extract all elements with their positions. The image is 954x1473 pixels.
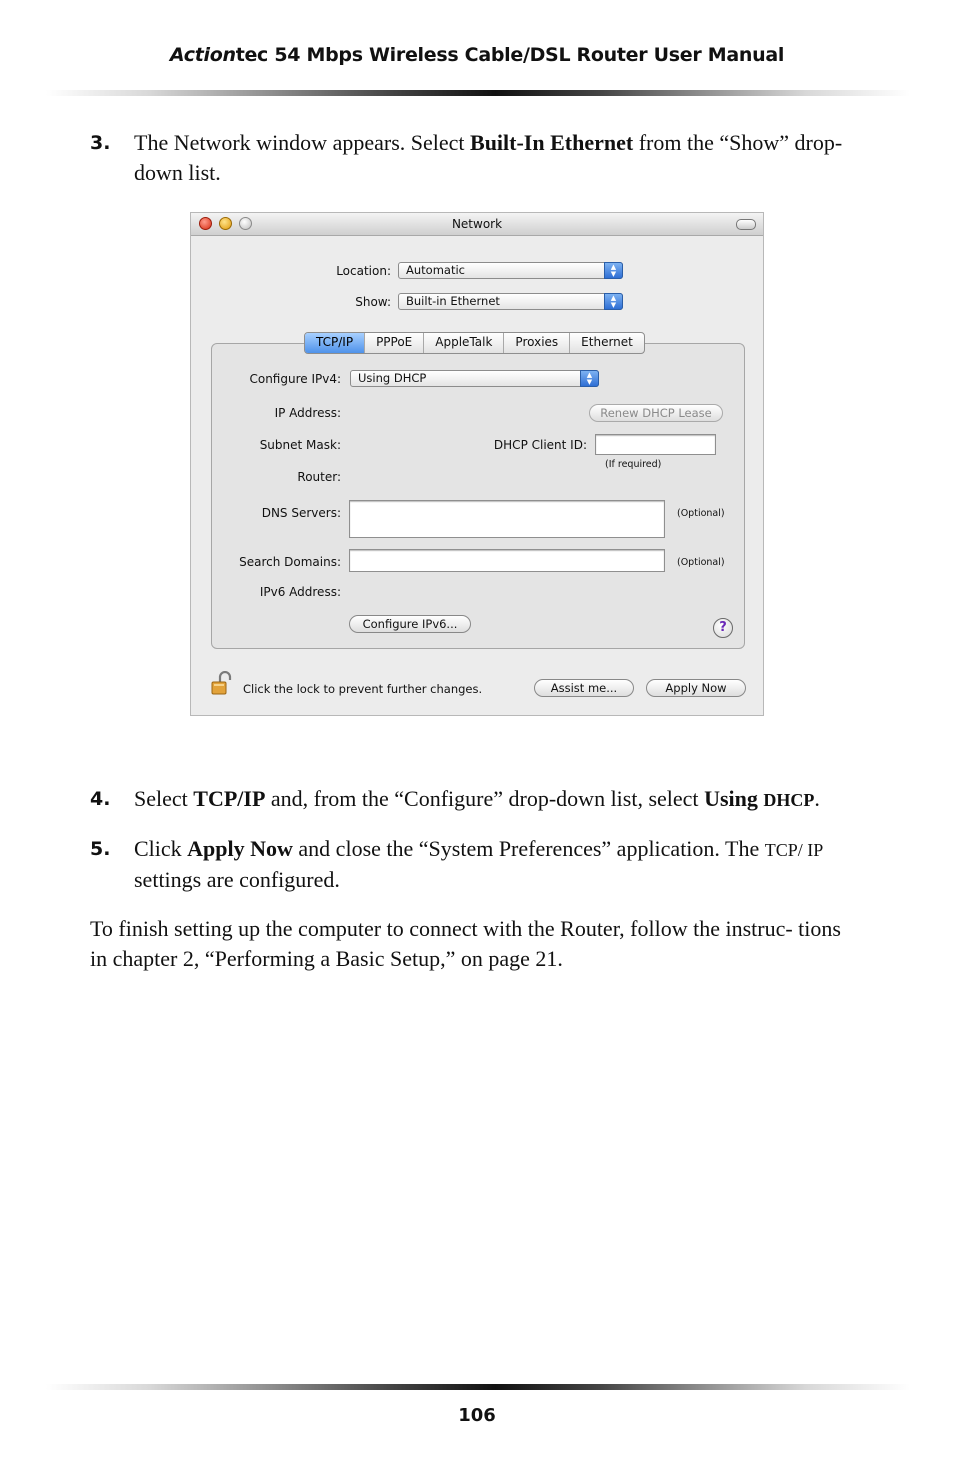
location-value: Automatic [406,263,465,277]
location-label: Location: [336,264,391,278]
dns-servers-field[interactable] [349,500,665,538]
window-title: Network [451,217,503,231]
tab-tcpip[interactable]: TCP/IP [305,333,365,353]
step-4-bold-2: Using [704,786,764,811]
step-5-number: 5. [90,838,111,860]
closing-paragraph: To finish setting up the computer to connect with the Router, follow the instruc- tions in chapter 2, “Performing a Basic Setup,” on page 21. [90,916,841,971]
page-number: 106 [458,1405,496,1426]
lock-message: Click the lock to prevent further changes. [243,682,483,696]
toolbar-toggle-icon[interactable] [736,219,756,230]
step-5-text-2: and close the “System Preferences” application. The [292,836,765,861]
step-3-text-1: The Network window appears. Select [134,130,471,155]
assist-me-button[interactable]: Assist me... [534,679,634,697]
step-5 [90,834,860,895]
step-4-bold-3: DHCP [763,790,815,810]
step-3-number: 3. [90,132,111,154]
popup-arrows-icon: ▲ ▼ [580,370,599,387]
tab-appletalk[interactable]: AppleTalk [424,333,504,353]
tab-pppoe[interactable]: PPPoE [365,333,424,353]
dns-servers-label: DNS Servers: [261,506,341,520]
step-5-text-1: Click [134,836,188,861]
help-icon[interactable]: ? [713,618,733,638]
step-5-bold: Apply Now [187,836,293,861]
step-4 [90,784,860,815]
window-titlebar [191,213,763,236]
router-label: Router: [297,470,341,484]
step-4-text-1: Select [134,786,194,811]
ip-address-label: IP Address: [274,406,341,420]
configure-ipv6-button[interactable]: Configure IPv6... [349,615,471,633]
if-required-note: (If required) [605,459,662,470]
configure-ipv4-label: Configure IPv4: [249,372,341,386]
show-popup[interactable] [398,293,623,310]
tab-bar [304,332,645,354]
step-4-bold-1: TCP/IP [193,786,266,811]
step-5-smallcaps: TCP/ IP [764,840,824,860]
dhcp-client-id-label: DHCP Client ID: [493,438,587,452]
page-header [0,44,954,66]
step-4-text-2: and, from the “Configure” drop-down list, select [265,786,705,811]
header-brand: Action [169,44,236,66]
search-domains-label: Search Domains: [239,555,341,569]
step-4-number: 4. [90,788,111,810]
popup-arrows-icon: ▲ ▼ [604,262,623,279]
apply-now-button[interactable]: Apply Now [646,679,746,697]
tab-proxies[interactable]: Proxies [504,333,570,353]
step-3 [90,128,860,188]
tab-ethernet[interactable]: Ethernet [581,335,633,349]
tcpip-panel [211,343,745,649]
dhcp-client-id-field[interactable] [595,434,716,455]
footer-rule [46,1384,910,1390]
popup-arrows-icon: ▲ ▼ [604,293,623,310]
configure-ipv4-value: Using DHCP [358,371,427,385]
configure-ipv4-popup[interactable] [350,370,599,387]
search-optional-note: (Optional) [677,557,725,568]
ipv6-address-label: IPv6 Address: [259,585,341,599]
step-5-text-3: settings are configured. [134,867,340,892]
step-4-text-3: . [814,786,820,811]
show-value: Built-in Ethernet [406,294,500,308]
network-window [190,212,764,716]
header-title: tec 54 Mbps Wireless Cable/DSL Router User Manual [235,44,785,66]
location-popup[interactable] [398,262,623,279]
step-3-text-2: from the “Show” drop-down list. [134,130,843,185]
header-rule [46,90,910,96]
subnet-mask-label: Subnet Mask: [259,438,341,452]
renew-dhcp-lease-button[interactable]: Renew DHCP Lease [589,404,723,422]
lock-icon[interactable] [211,671,233,695]
step-3-bold: Built-In Ethernet [470,130,634,155]
dns-optional-note: (Optional) [677,508,725,519]
show-label: Show: [355,295,391,309]
search-domains-field[interactable] [349,549,665,572]
